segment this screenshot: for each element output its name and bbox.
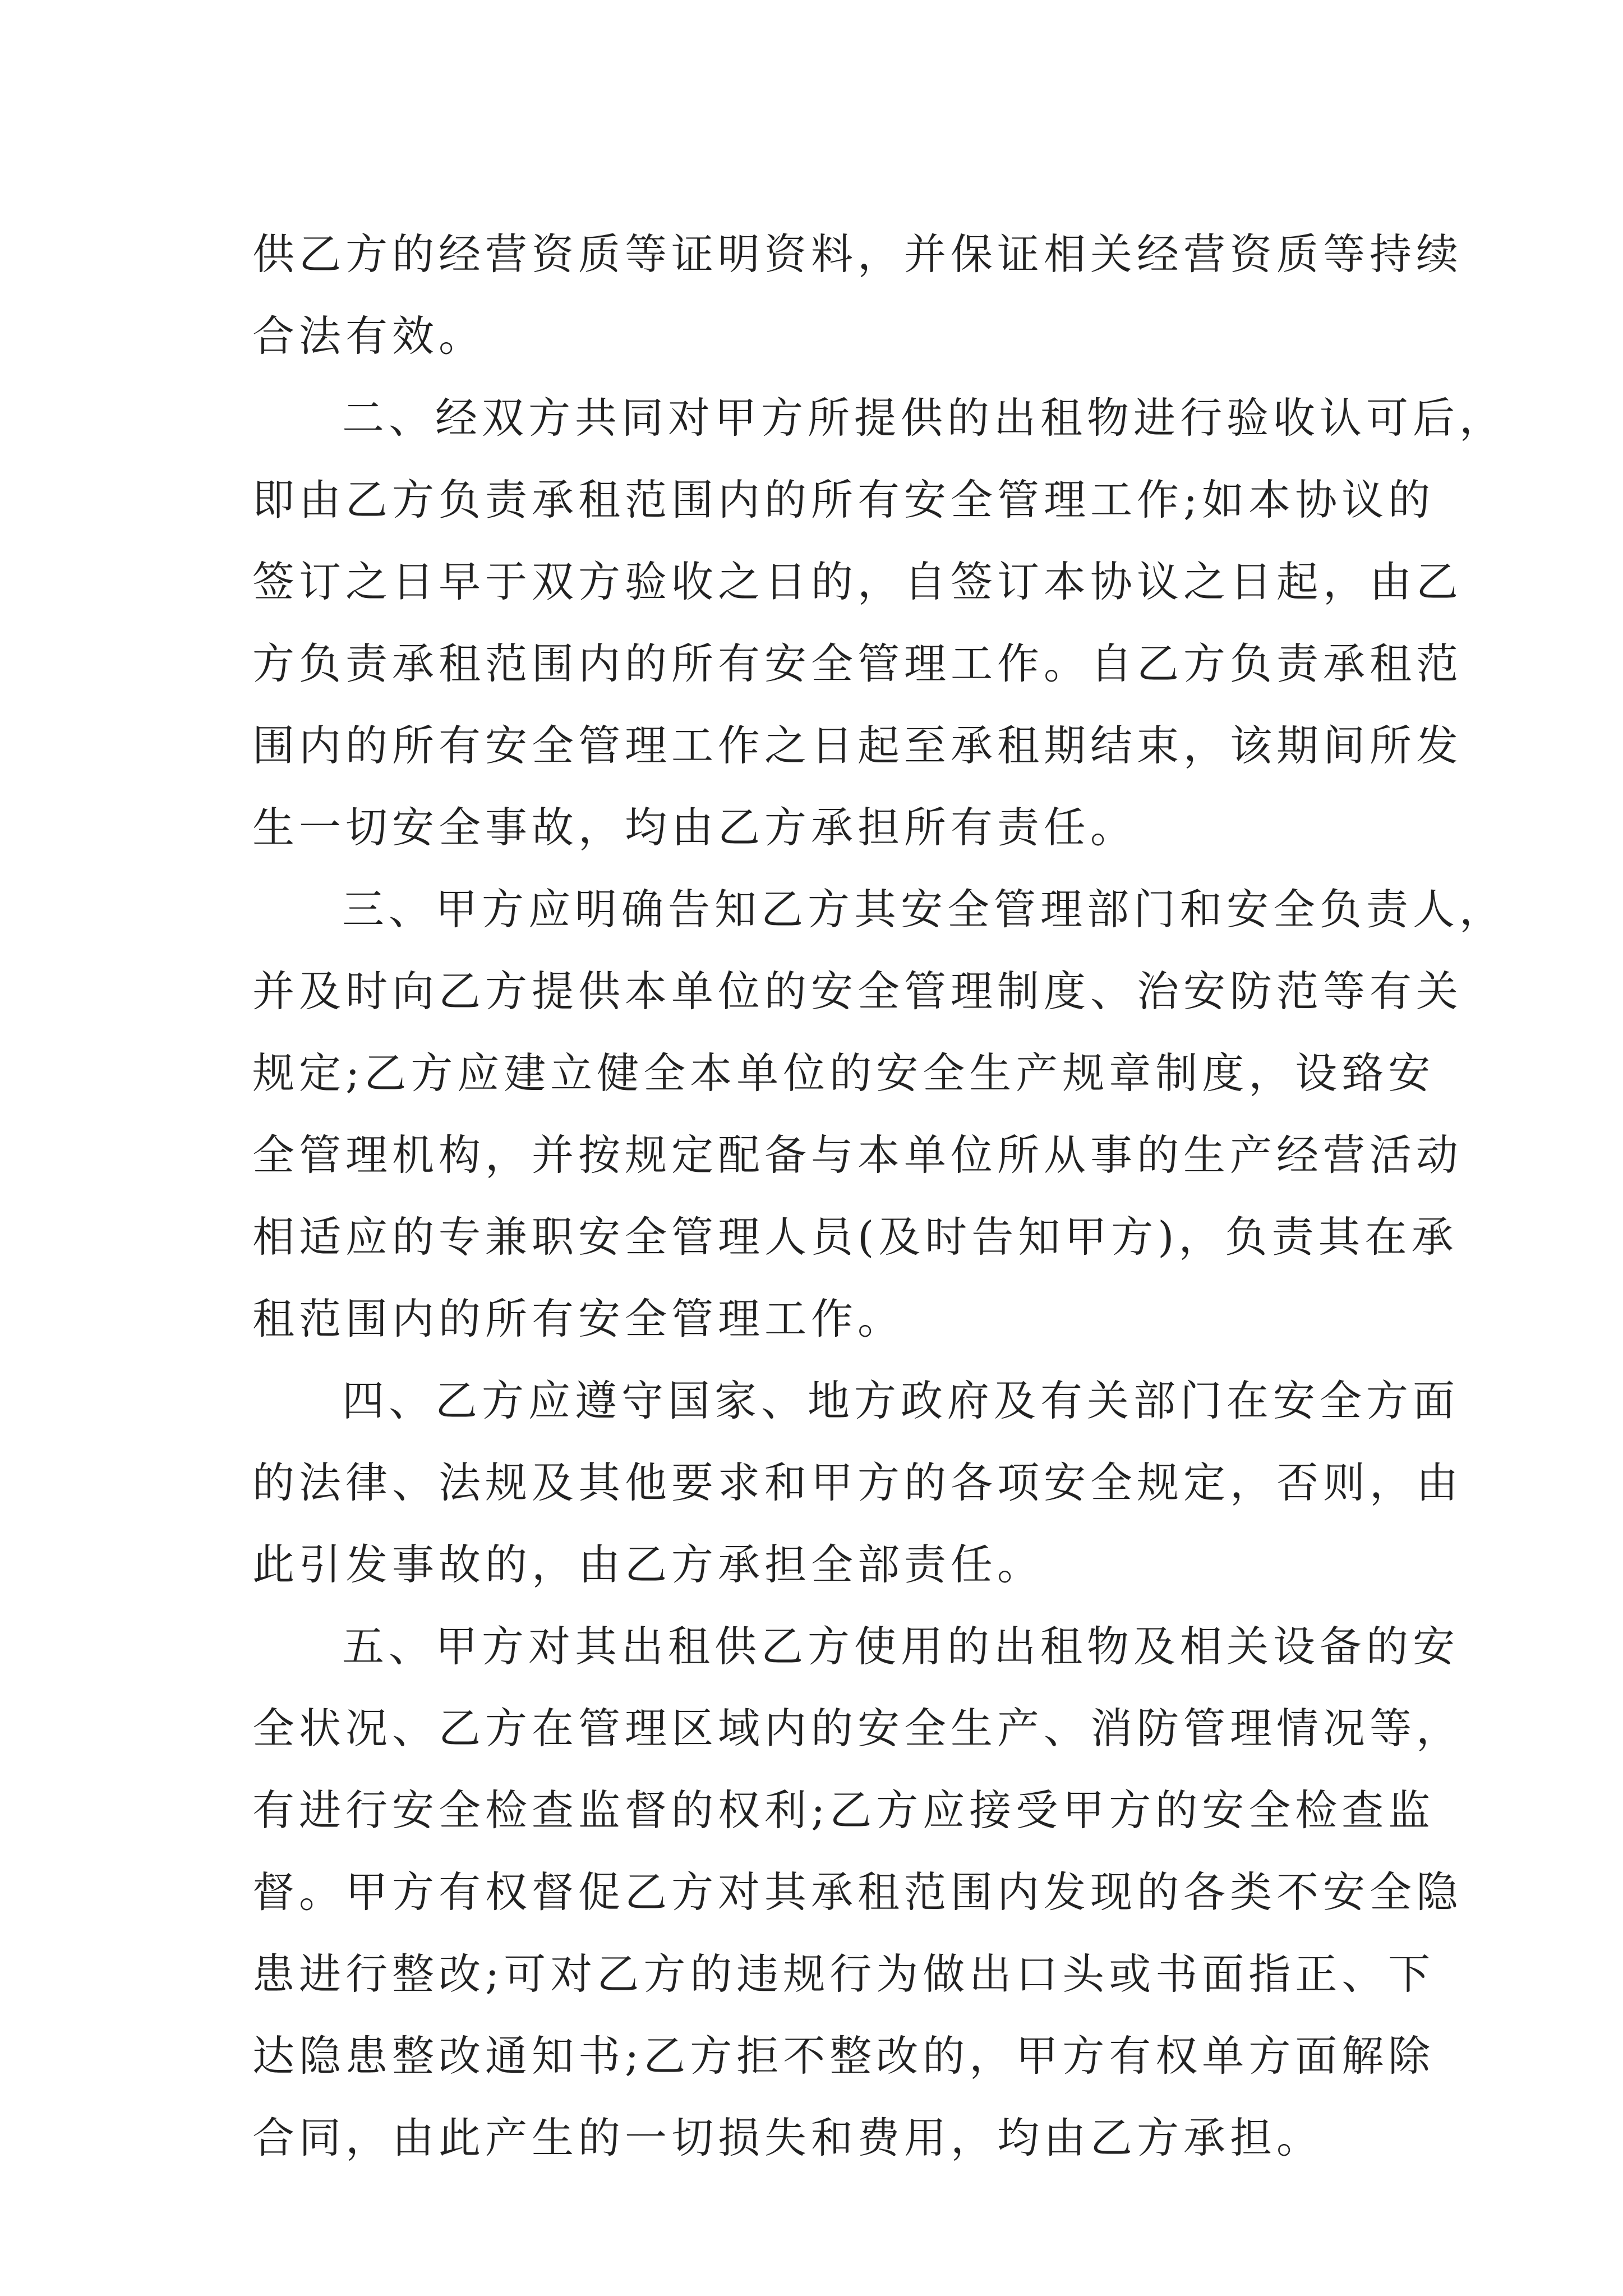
text-line: 有进行安全检查监督的权利;乙方应接受甲方的安全检查监: [252, 1786, 1435, 1835]
text-line: 患进行整改;可对乙方的违规行为做出口头或书面指正、下: [252, 1949, 1435, 1999]
paragraph-start-line: 二、经双方共同对甲方所提供的出租物进行验收认可后，: [342, 393, 1506, 443]
text-line: 此引发事故的，由乙方承担全部责任。: [252, 1540, 1044, 1589]
text-line: 达隐患整改通知书;乙方拒不整改的，甲方有权单方面解除: [252, 2031, 1435, 2081]
text-line: 规定;乙方应建立健全本单位的安全生产规章制度，设臵安: [252, 1048, 1435, 1098]
text-line: 即由乙方负责承租范围内的所有安全管理工作;如本协议的: [252, 475, 1435, 524]
text-line: 全状况、乙方在管理区域内的安全生产、消防管理情况等，: [252, 1704, 1463, 1753]
paragraph-start-line: 五、甲方对其出租供乙方使用的出租物及相关设备的安: [342, 1622, 1460, 1671]
text-line: 并及时向乙方提供本单位的安全管理制度、治安防范等有关: [252, 967, 1463, 1016]
text-line: 全管理机构，并按规定配备与本单位所从事的生产经营活动: [252, 1130, 1463, 1180]
paragraph-start-line: 四、乙方应遵守国家、地方政府及有关部门在安全方面: [342, 1376, 1460, 1425]
text-line: 供乙方的经营资质等证明资料，并保证相关经营资质等持续: [252, 229, 1463, 279]
text-line: 相适应的专兼职安全管理人员(及时告知甲方)，负责其在承: [252, 1212, 1458, 1262]
text-line: 合法有效。: [252, 311, 486, 361]
text-line: 合同，由此产生的一切损失和费用，均由乙方承担。: [252, 2113, 1324, 2162]
text-line: 签订之日早于双方验收之日的，自签订本协议之日起，由乙: [252, 557, 1463, 606]
text-line: 生一切安全事故，均由乙方承担所有责任。: [252, 803, 1137, 852]
paragraph-start-line: 三、甲方应明确告知乙方其安全管理部门和安全负责人，: [342, 885, 1506, 934]
text-line: 的法律、法规及其他要求和甲方的各项安全规定，否则，由: [252, 1458, 1463, 1507]
text-line: 围内的所有安全管理工作之日起至承租期结束，该期间所发: [252, 721, 1463, 770]
text-line: 租范围内的所有安全管理工作。: [252, 1294, 905, 1343]
text-line: 督。甲方有权督促乙方对其承租范围内发现的各类不安全隐: [252, 1867, 1463, 1917]
document-body: [252, 213, 1506, 2179]
text-line: 方负责承租范围内的所有安全管理工作。自乙方负责承租范: [252, 639, 1463, 688]
